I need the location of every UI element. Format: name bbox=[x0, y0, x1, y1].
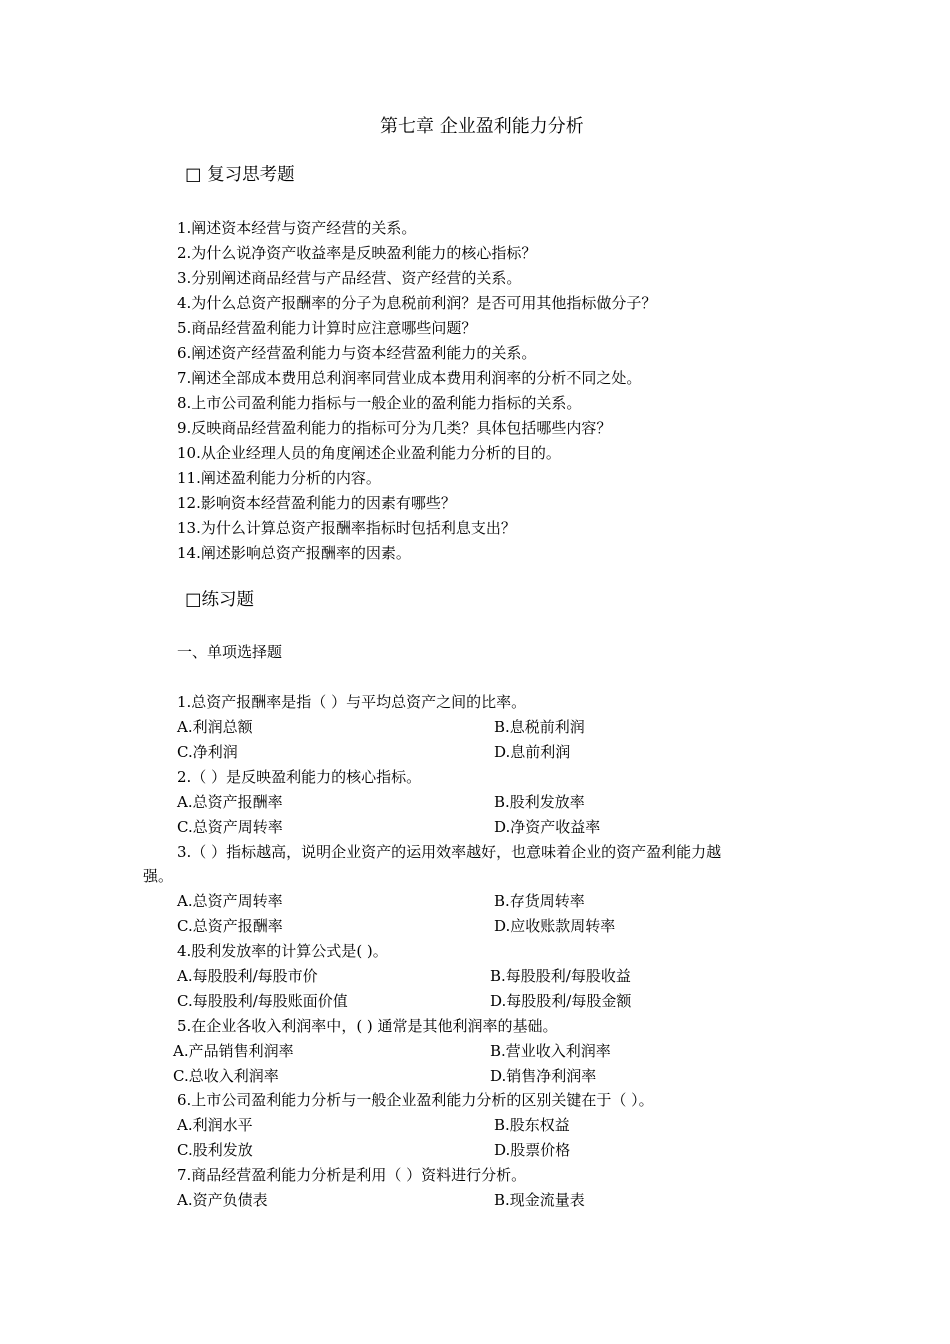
option-c: C.股利发放 bbox=[177, 1141, 253, 1159]
option-b: B.营业收入利润率 bbox=[490, 1042, 611, 1060]
option-b: B.股东权益 bbox=[494, 1116, 570, 1134]
review-item: 1.阐述资本经营与资产经营的关系。 bbox=[177, 219, 417, 237]
question-stem: 4.股利发放率的计算公式是( )。 bbox=[177, 942, 388, 960]
option-c: C.总资产周转率 bbox=[177, 818, 283, 836]
review-item: 5.商品经营盈利能力计算时应注意哪些问题？ bbox=[177, 319, 477, 337]
question-stem: 7.商品经营盈利能力分析是利用（ ）资料进行分析。 bbox=[177, 1166, 527, 1184]
option-b: B.现金流量表 bbox=[494, 1191, 585, 1209]
option-a: A.产品销售利润率 bbox=[173, 1042, 294, 1060]
option-d: D.应收账款周转率 bbox=[494, 917, 616, 935]
question-stem-continued: 强。 bbox=[143, 867, 174, 885]
option-a: A.总资产报酬率 bbox=[177, 793, 283, 811]
review-item: 11.阐述盈利能力分析的内容。 bbox=[177, 469, 381, 487]
option-a: A.每股股利/每股市价 bbox=[177, 967, 318, 985]
option-b: B.存货周转率 bbox=[494, 892, 585, 910]
option-a: A.利润总额 bbox=[177, 718, 253, 736]
option-a: A.利润水平 bbox=[177, 1116, 253, 1134]
option-b: B.每股股利/每股收益 bbox=[490, 967, 631, 985]
option-a: A.总资产周转率 bbox=[177, 892, 283, 910]
review-item: 14.阐述影响总资产报酬率的因素。 bbox=[177, 544, 411, 562]
option-d: D.净资产收益率 bbox=[494, 818, 601, 836]
review-item: 13.为什么计算总资产报酬率指标时包括利息支出？ bbox=[177, 519, 516, 537]
review-item: 6.阐述资产经营盈利能力与资本经营盈利能力的关系。 bbox=[177, 344, 537, 362]
question-stem: 2.（ ）是反映盈利能力的核心指标。 bbox=[177, 768, 422, 786]
option-d: D.每股股利/每股金额 bbox=[490, 992, 632, 1010]
exercise-heading: □练习题 bbox=[185, 590, 255, 610]
review-item: 3.分别阐述商品经营与产品经营、资产经营的关系。 bbox=[177, 269, 522, 287]
question-stem: 6.上市公司盈利能力分析与一般企业盈利能力分析的区别关键在于（ ）。 bbox=[177, 1091, 654, 1109]
review-item: 4.为什么总资产报酬率的分子为息税前利润？是否可用其他指标做分子？ bbox=[177, 294, 657, 312]
page-title: 第七章 企业盈利能力分析 bbox=[380, 116, 584, 137]
question-stem: 1.总资产报酬率是指（ ）与平均总资产之间的比率。 bbox=[177, 693, 527, 711]
review-heading: □ 复习思考题 bbox=[185, 165, 295, 185]
review-item: 2.为什么说净资产收益率是反映盈利能力的核心指标？ bbox=[177, 244, 537, 262]
review-item: 9.反映商品经营盈利能力的指标可分为几类？具体包括哪些内容？ bbox=[177, 419, 612, 437]
option-c: C.总收入利润率 bbox=[173, 1067, 279, 1085]
option-c: C.总资产报酬率 bbox=[177, 917, 283, 935]
option-a: A.资产负债表 bbox=[177, 1191, 268, 1209]
review-item: 7.阐述全部成本费用总利润率同营业成本费用利润率的分析不同之处。 bbox=[177, 369, 642, 387]
review-item: 12.影响资本经营盈利能力的因素有哪些？ bbox=[177, 494, 456, 512]
option-d: D.股票价格 bbox=[494, 1141, 571, 1159]
question-stem: 3.（ ）指标越高，说明企业资产的运用效率越好，也意味着企业的资产盈利能力越 bbox=[177, 843, 722, 861]
option-b: B.股利发放率 bbox=[494, 793, 585, 811]
exercise-subheading: 一、单项选择题 bbox=[177, 643, 283, 661]
option-d: D.息前利润 bbox=[494, 743, 571, 761]
option-c: C.每股股利/每股账面价值 bbox=[177, 992, 348, 1010]
option-c: C.净利润 bbox=[177, 743, 238, 761]
question-stem: 5.在企业各收入利润率中，( ) 通常是其他利润率的基础。 bbox=[177, 1017, 558, 1035]
option-b: B.息税前利润 bbox=[494, 718, 585, 736]
review-item: 8.上市公司盈利能力指标与一般企业的盈利能力指标的关系。 bbox=[177, 394, 582, 412]
review-item: 10.从企业经理人员的角度阐述企业盈利能力分析的目的。 bbox=[177, 444, 561, 462]
option-d: D.销售净利润率 bbox=[490, 1067, 597, 1085]
